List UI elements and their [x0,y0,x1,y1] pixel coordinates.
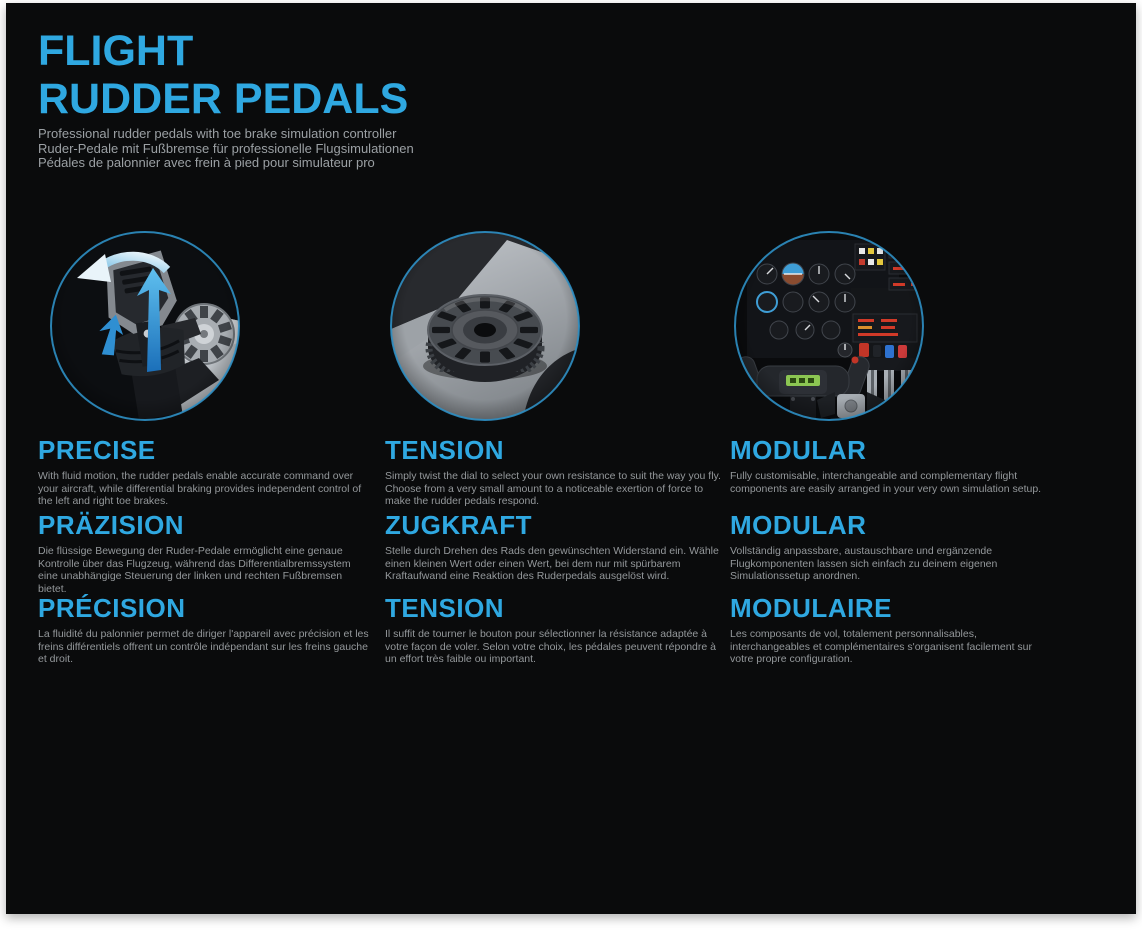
feature-body: Simply twist the dial to select your own resistance to suit the way you fly. Choose from a very small amount to a noticeable exertion of force to make the rudder pedals respond. [385,470,721,507]
feature-heading-tension-fr: TENSION [385,593,505,623]
feature-section [385,595,730,666]
feature-section [730,512,1045,583]
page-title-line2: RUDDER PEDALS [38,75,409,123]
feature-photo-modular [733,230,925,422]
feature-heading-tension-de: ZUGKRAFT [385,510,532,540]
subtitle-french: Pédales de palonnier avec frein à pied pour simulateur pro [38,155,375,170]
feature-section [38,595,373,666]
page-title [38,27,408,123]
cockpit-photo-art [733,230,925,422]
feature-body: La fluidité du palonnier permet de diriger l'appareil avec précision et les freins différentiels offrent un contrôle indépendant sur les freins gauche et droit. [38,628,369,665]
feature-section [38,512,373,595]
feature-heading-precise-fr: PRÉCISION [38,593,186,623]
pedal-photo-art [49,230,241,422]
feature-heading-modular-fr: MODULAIRE [730,593,892,623]
feature-heading-precise-de: PRÄZISION [38,510,185,540]
feature-section [38,437,373,508]
feature-heading-precise-en: PRECISE [38,435,156,465]
page-title-line1: FLIGHT [38,27,194,75]
feature-heading-modular-en: MODULAR [730,435,867,465]
feature-section [730,595,1045,666]
subtitle-block [38,127,414,171]
feature-body: Stelle durch Drehen des Rads den gewünschten Widerstand ein. Wähle einen kleinen Wert oder einen Wert, bei dem nur mit spürbarem Kraftaufwand eine Reaktion des Ruderpedals ausgelöst wird. [385,545,719,582]
feature-section [385,512,730,583]
feature-photo-precision [49,230,241,422]
feature-body: Die flüssige Bewegung der Ruder-Pedale ermöglicht eine genaue Kontrolle über das Flugzeug, während das Differentialbremssystem eine unabhängige Steuerung der linken und rechten Fußbremsen bietet. [38,545,351,595]
infographic-card [6,3,1136,914]
feature-photo-tension [389,230,581,422]
dial-photo-art [389,230,581,422]
feature-section [730,437,1045,495]
feature-section [385,437,730,508]
tension-dial-photo [389,230,581,422]
feature-body: Fully customisable, interchangeable and complementary flight components are easily arranged in your very own simulation setup. [730,470,1042,495]
simulation-cockpit-photo [733,230,925,422]
subtitle-english: Professional rudder pedals with toe brake simulation controller [38,126,397,141]
feature-body: Vollständig anpassbare, austauschbare und ergänzende Flugkomponenten lassen sich einfach zu deinem eigenen Simulationssetup anordnen. [730,545,998,582]
feature-heading-tension-en: TENSION [385,435,505,465]
subtitle-german: Ruder-Pedale mit Fußbremse für professionelle Flugsimulationen [38,140,414,156]
feature-body: Les composants de vol, totalement personnalisables, interchangeables et complémentaires s'organisent facilement sur votre propre configuration. [730,628,1032,665]
feature-body: With fluid motion, the rudder pedals enable accurate command over your aircraft, while differential braking provides independent control of the left and right toe brakes. [38,470,362,507]
feature-heading-modular-de: MODULAR [730,510,867,540]
feature-body: Il suffit de tourner le bouton pour sélectionner la résistance adaptée à votre façon de voler. Selon votre choix, les pédales peuvent répondre à un effort très faible ou important. [385,628,716,665]
rudder-pedal-motion-photo [49,230,241,422]
